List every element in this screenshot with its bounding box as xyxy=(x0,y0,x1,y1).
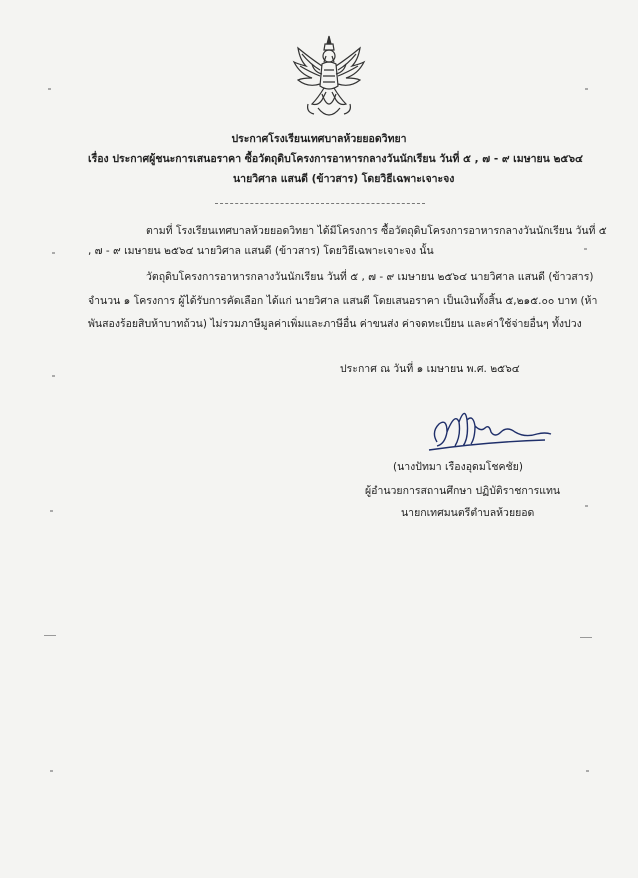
garuda-emblem-icon xyxy=(292,34,366,122)
scan-mark xyxy=(585,505,588,507)
paragraph-2-line-2: จำนวน ๑ โครงการ ผู้ได้รับการคัดเลือก ได้แก่ นายวิศาล แสนดี โดยเสนอราคา เป็นเงินทั้งสิ้น ๕,๒๑๕.๐๐ บาท (ห้า xyxy=(88,295,598,307)
signer-position-1: ผู้อำนวยการสถานศึกษา ปฏิบัติราชการแทน xyxy=(365,485,561,497)
announcement-title: ประกาศโรงเรียนเทศบาลห้วยยอดวิทยา xyxy=(231,133,407,145)
scan-mark xyxy=(585,88,588,90)
signer-position-2: นายกเทศมนตรีตำบลห้วยยอด xyxy=(401,507,535,519)
divider xyxy=(215,203,425,204)
scan-mark xyxy=(586,770,589,772)
scan-mark xyxy=(50,510,53,512)
scan-mark xyxy=(48,88,51,90)
signature-icon xyxy=(425,402,555,460)
scan-mark xyxy=(584,248,587,250)
paragraph-1-line-1: ตามที่ โรงเรียนเทศบาลห้วยยอดวิทยา ได้มีโครงการ ซื้อวัตถุดิบโครงการอาหารกลางวันนักเรียน วันที่ ๕ xyxy=(146,225,607,237)
paragraph-2-line-3: พันสองร้อยสิบห้าบาทถ้วน) ไม่รวมภาษีมูลค่าเพิ่มและภาษีอื่น ค่าขนส่ง ค่าจดทะเบียน และค่าใช้จ่ายอื่นๆ ทั้งปวง xyxy=(88,318,582,330)
scan-mark xyxy=(52,252,55,254)
scan-mark xyxy=(44,635,56,636)
subject-line-2: นายวิศาล แสนดี (ข้าวสาร) โดยวิธีเฉพาะเจาะจง xyxy=(233,173,455,185)
subject-line-1: เรื่อง ประกาศผู้ชนะการเสนอราคา ซื้อวัตถุดิบโครงการอาหารกลางวันนักเรียน วันที่ ๕ , ๗ - ๙ เมษายน ๒๕๖๔ xyxy=(88,153,583,165)
scan-mark xyxy=(52,375,55,377)
scan-mark xyxy=(580,637,592,638)
signer-name: (นางปัทมา เรืองอุดมโชคชัย) xyxy=(393,461,523,473)
scan-mark xyxy=(50,770,53,772)
announcement-date: ประกาศ ณ วันที่ ๑ เมษายน พ.ศ. ๒๕๖๔ xyxy=(340,363,520,375)
paragraph-1-line-2: , ๗ - ๙ เมษายน ๒๕๖๔ นายวิศาล แสนดี (ข้าวสาร) โดยวิธีเฉพาะเจาะจง นั้น xyxy=(88,245,434,257)
paragraph-2-line-1: วัตถุดิบโครงการอาหารกลางวันนักเรียน วันที่ ๕ , ๗ - ๙ เมษายน ๒๕๖๔ นายวิศาล แสนดี (ข้าวสาร) xyxy=(146,271,594,283)
